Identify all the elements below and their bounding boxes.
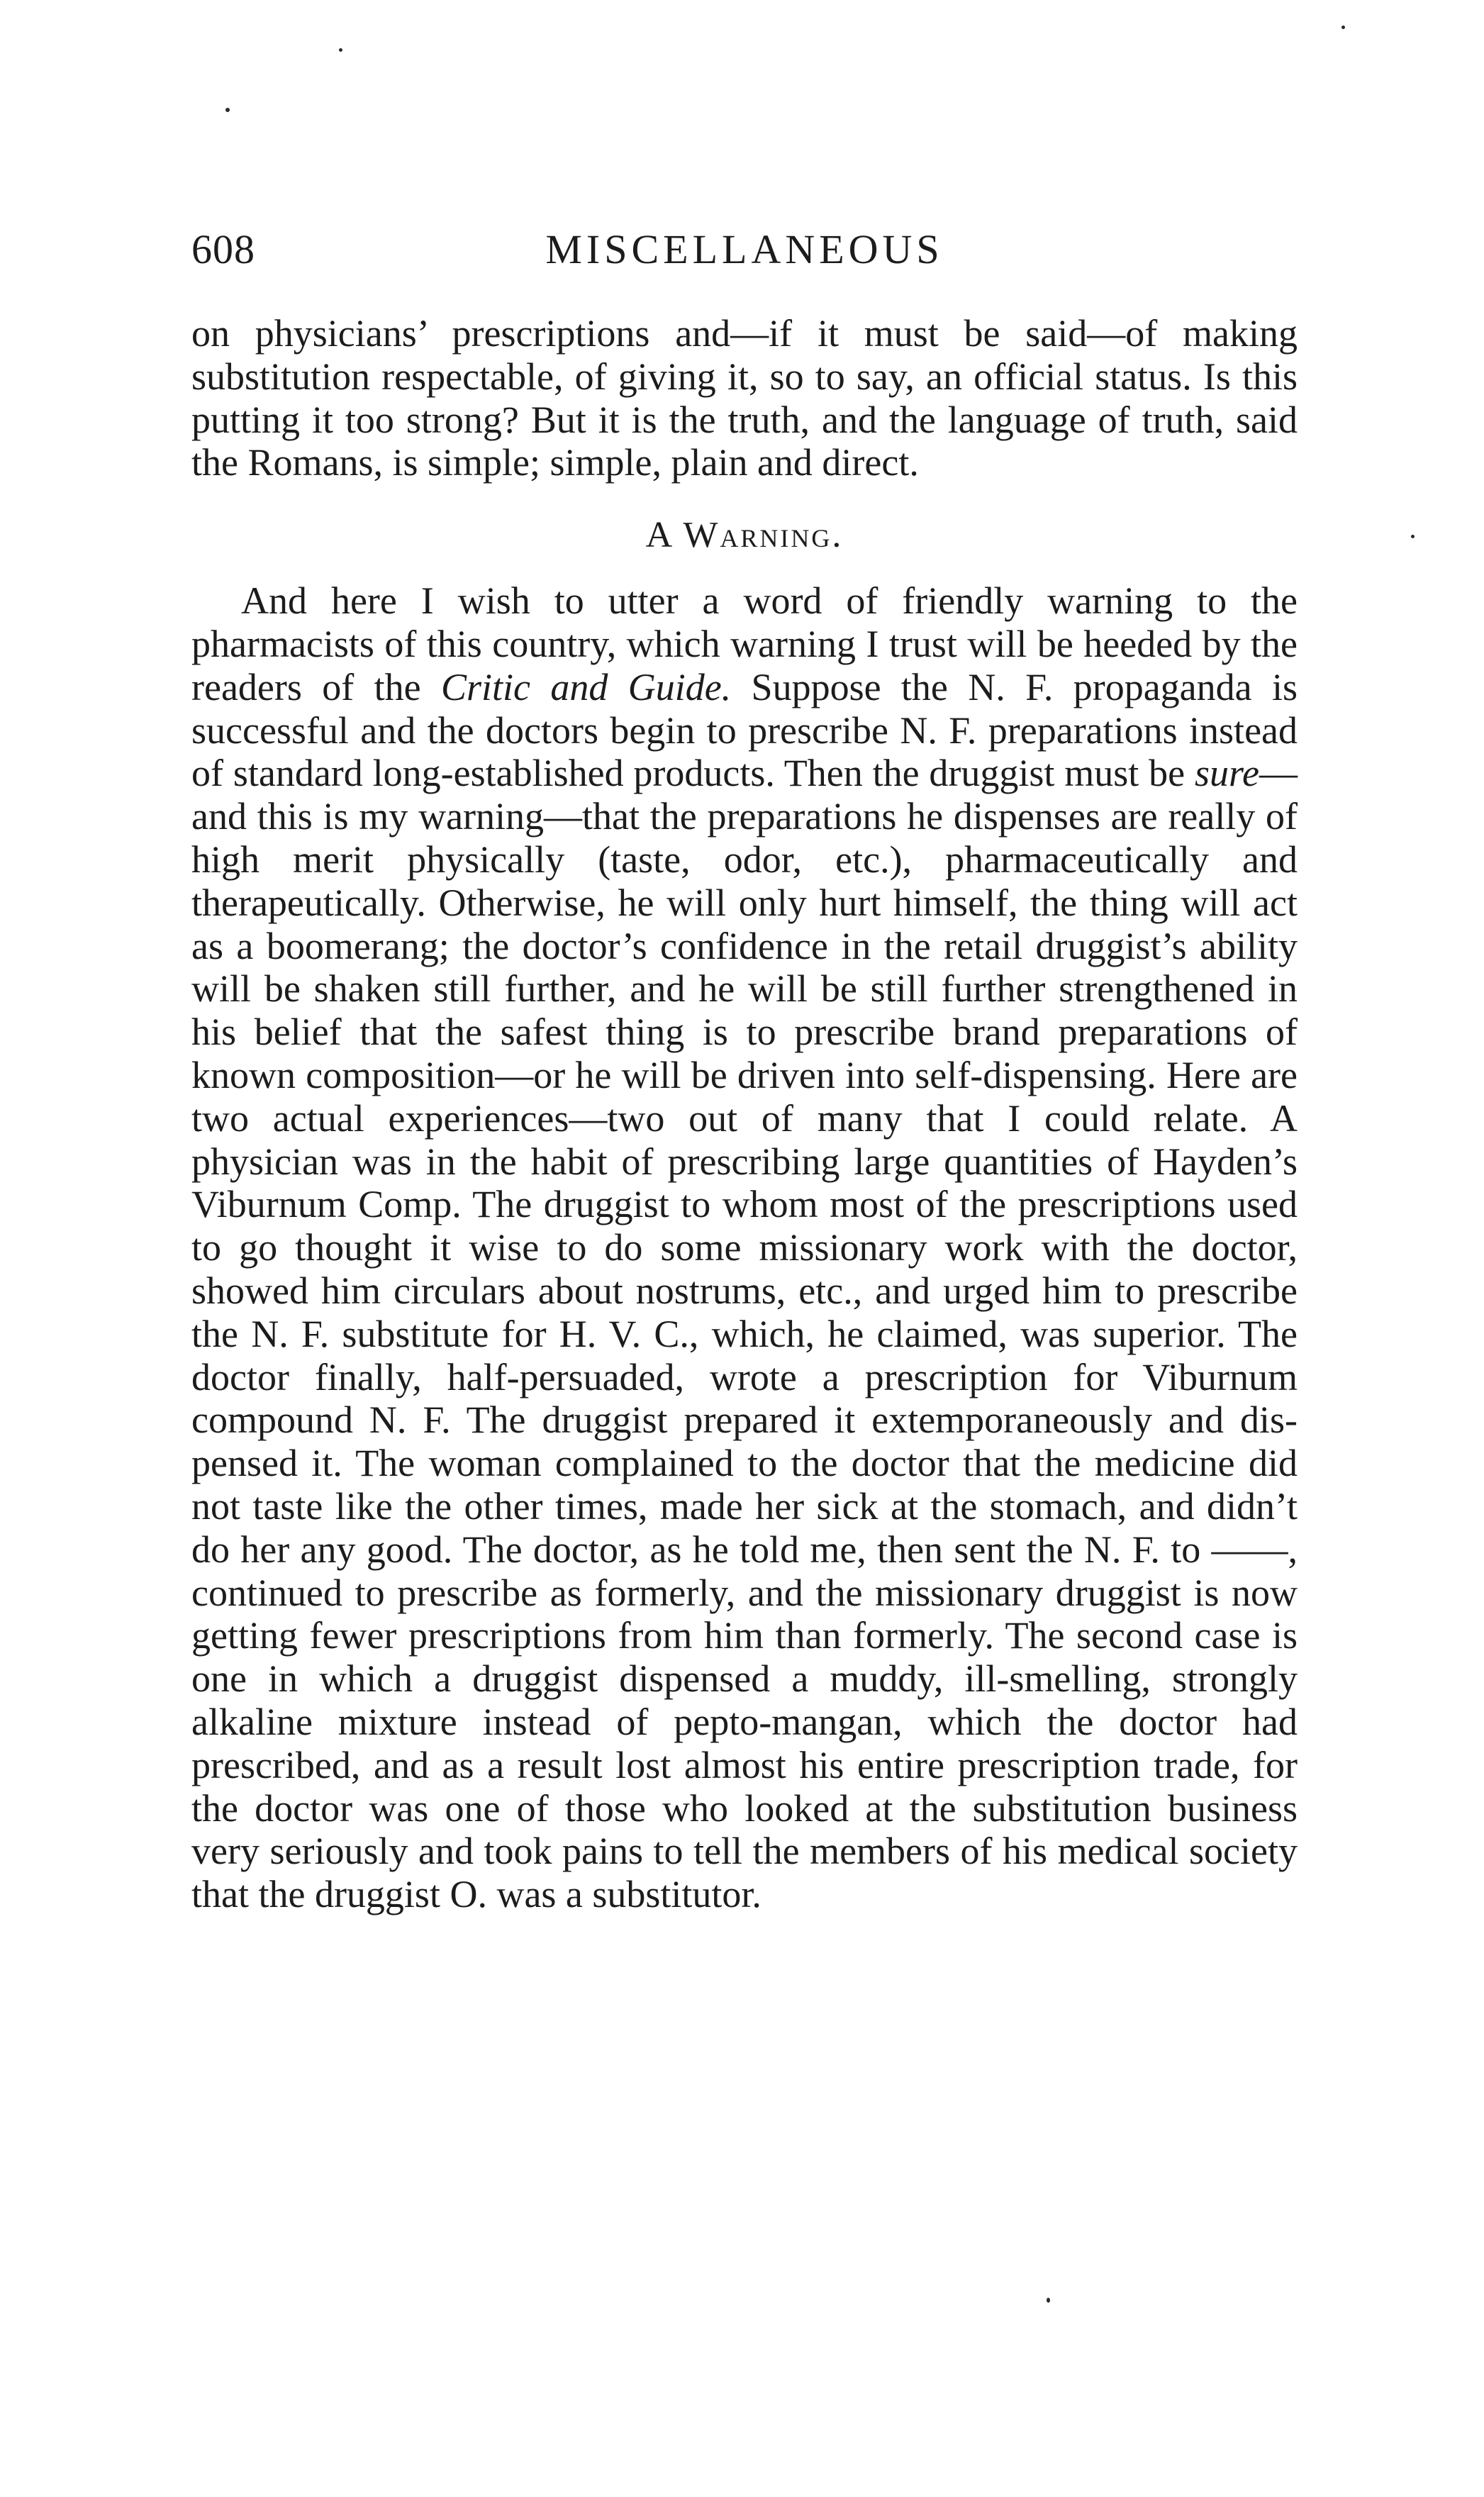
print-speck xyxy=(1047,2298,1050,2303)
running-head: MISCELLANEOUS xyxy=(545,226,944,272)
section-heading: A Warning. xyxy=(645,515,844,556)
paragraph-text: Suppose the N. F. propaganda is successful and the doctors begin to prescribe N. F. preparations instead of standard long-established products. Then the druggist must be xyxy=(191,665,1298,795)
italic-title: Critic and Guide. xyxy=(440,665,732,708)
print-speck xyxy=(225,108,230,112)
page-header xyxy=(191,226,1298,282)
paragraph-text: —and this is my warning—that the preparations he dispenses are really of high merit physically (taste, odor, etc.), pharmaceutically and therapeutically. Otherwise, he will only hurt himself, the thing will act as a boomerang; the doctor’s confidence in the retail druggist’s ability will be shaken still further, and he will be still further strengthened in his belief that the safest thing is to prescribe brand preparations of known composition—or he will be driven into self-dispensing. Here are two actual experiences—two out of many that I could relate. A physician was in the habit of prescribing large quantities of Hayden’s Viburnum Comp. The druggist to whom most of the prescriptions used to go thought it wise to do some missionary work with the doctor, showed him circulars about nostrums, etc., and urged him to prescribe the N. F. substitute for H. V. C., which, he claimed, was superior. The doctor finally, half-persuaded, wrote a prescription for Viburnum compound N. F. The druggist prepared it extemporaneously and dispensed it. The woman complained to the doctor that the medicine did not taste like the other times, made her sick at the stomach, and didn’t do her any good. The doctor, as he told me, then sent the N. F. to ——, continued to prescribe as formerly, and the missionary druggist is now getting fewer prescriptions from him than formerly. The second case is one in which a druggist dispensed a muddy, ill-smelling, strongly alkaline mixture instead of pepto-mangan, which the doctor had prescribed, and as a result lost almost his entire prescription trade, for the doctor was one of those who looked at the substitution business very seriously and took pains to tell the members of his medical society that the druggist O. was a substitutor. xyxy=(191,752,1298,1916)
body-text xyxy=(191,312,1298,1916)
paragraph-text: And here I wish to utter a word of friendly warning to the pharmacists of this country, which warning I trust will be heeded by the readers of the xyxy=(191,579,1298,708)
italic-emphasis: sure xyxy=(1195,752,1259,795)
print-speck xyxy=(1341,26,1345,29)
paragraph xyxy=(191,579,1298,1916)
page-number: 608 xyxy=(191,226,255,272)
print-speck xyxy=(339,48,342,52)
paragraph: on physicians’ prescriptions and—if it must be said—of making substitution respectable, of giving it, so to say, an official status. Is this putting it too strong? But it is the truth, and the language of truth, said the Romans, is simple; simple, plain and direct. xyxy=(191,312,1298,484)
print-speck xyxy=(1411,535,1415,538)
